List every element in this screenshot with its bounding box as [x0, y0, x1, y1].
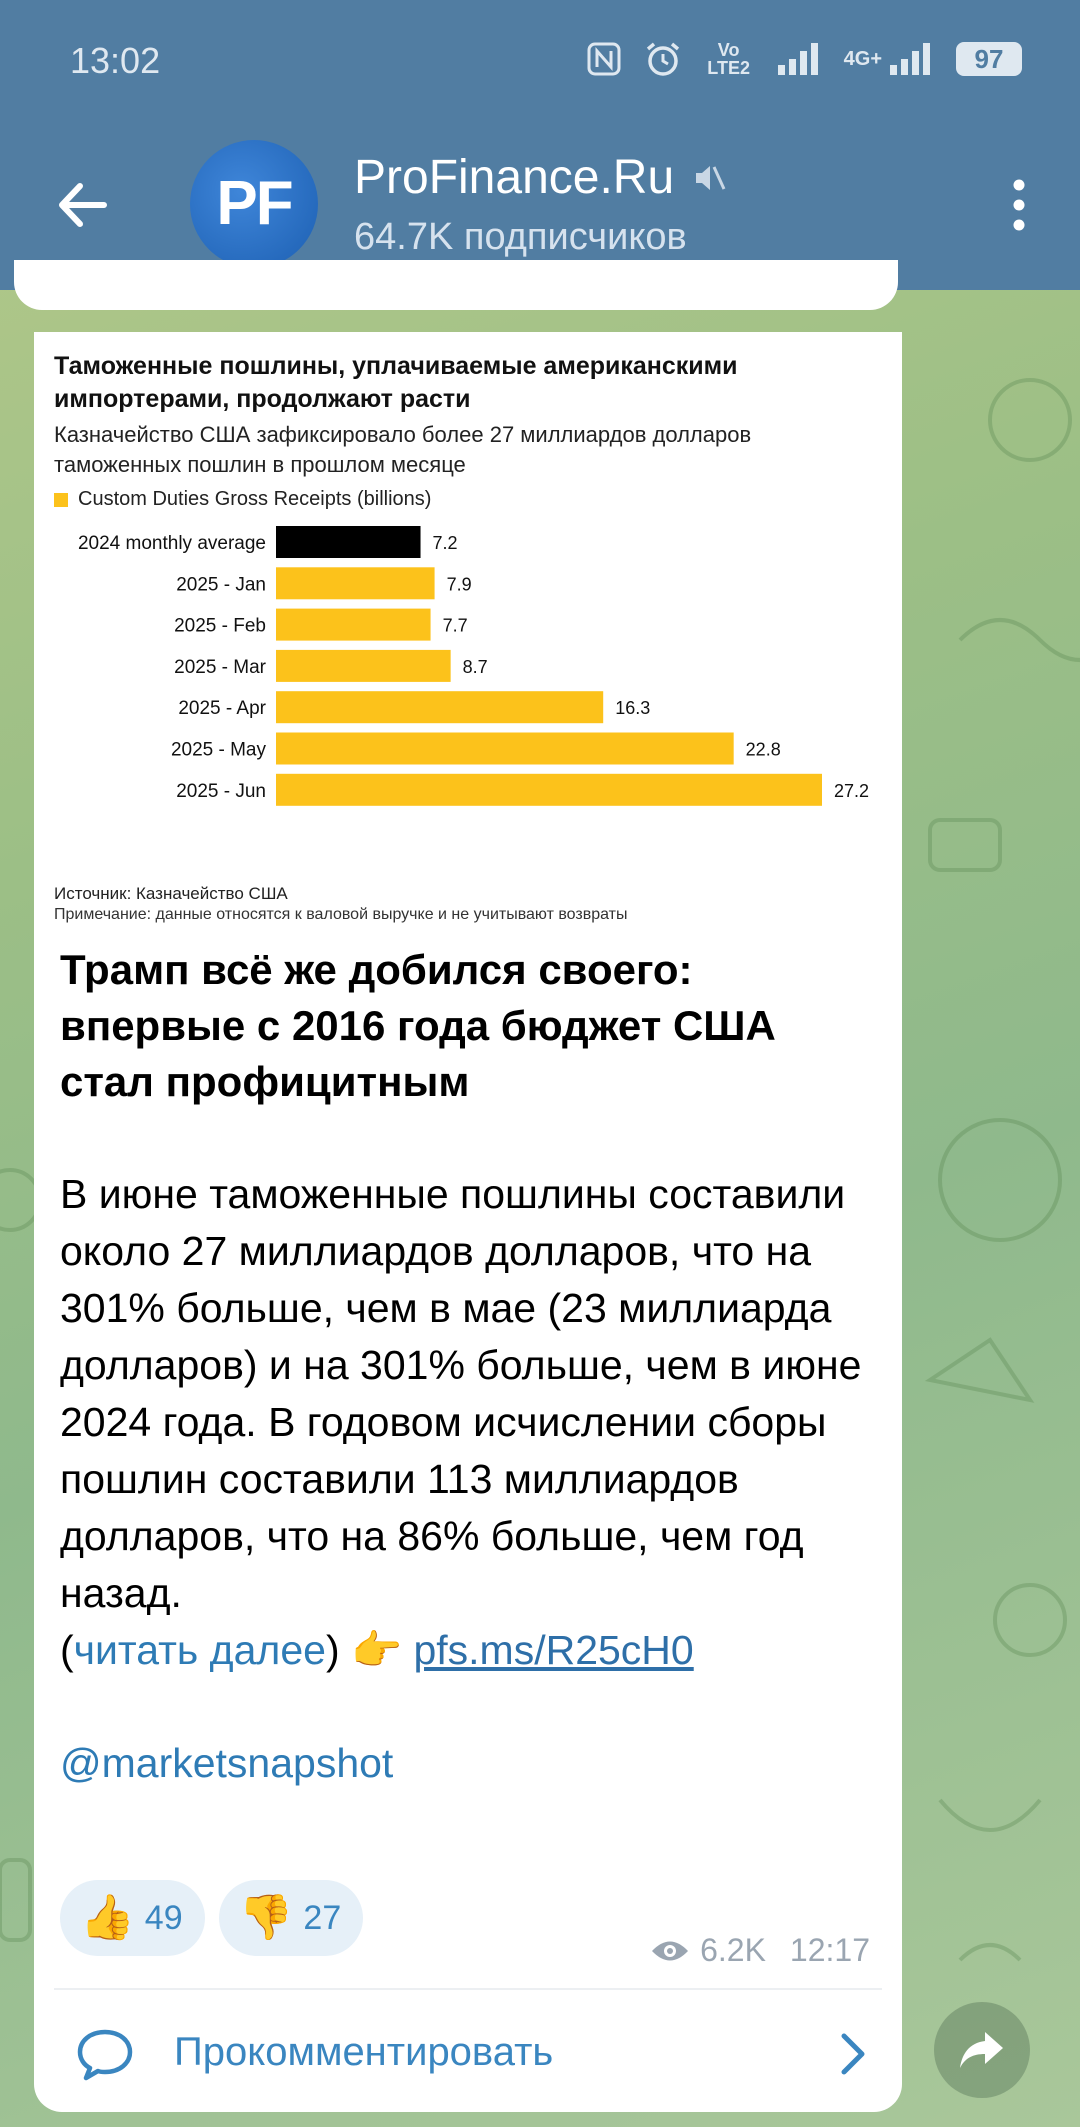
article-link[interactable]: pfs.ms/R25cH0 — [413, 1627, 694, 1673]
thumbs-up-icon: 👍 — [80, 1893, 135, 1942]
reaction-thumbs-down[interactable] — [219, 1880, 364, 1956]
back-button[interactable] — [50, 170, 120, 240]
eye-icon — [650, 1936, 690, 1966]
category-label: 2025 - Mar — [174, 656, 266, 678]
chart-source: Источник: Казначейство США — [54, 884, 288, 903]
category-label: 2024 monthly average — [77, 533, 266, 554]
comment-label: Прокомментировать — [174, 2030, 554, 2074]
category-label: 2025 - Apr — [178, 698, 266, 720]
chart-subtitle: Казначейство США зафиксировало более 27 миллиардов долларов таможенных пошлин в прошлом месяце — [54, 422, 752, 477]
channel-name: ProFinance.Ru — [354, 151, 675, 204]
legend-swatch — [54, 493, 68, 507]
volte-label: Vo LTE2 — [707, 40, 750, 78]
chat-header — [0, 0, 1080, 290]
comment-button[interactable] — [34, 1992, 902, 2112]
reaction-thumbs-up[interactable] — [60, 1880, 205, 1956]
category-label: 2025 - Feb — [174, 615, 266, 637]
chevron-right-icon — [838, 2032, 868, 2076]
signal-icon-2 — [888, 41, 934, 77]
bar — [276, 567, 435, 599]
thumbs-down-icon: 👎 — [238, 1893, 294, 1942]
category-label: 2025 - Jun — [176, 780, 266, 802]
status-bar — [0, 0, 1080, 120]
message-text — [60, 942, 880, 1792]
message-headline: Трамп всё же добился своего: впервые с 2016 года бюджет США стал профицитным — [60, 946, 776, 1105]
bar-chart — [34, 512, 902, 802]
share-arrow-icon — [957, 2028, 1007, 2072]
nfc-icon — [586, 41, 622, 77]
value-label: 16.3 — [615, 698, 651, 719]
channel-avatar[interactable]: PF — [190, 140, 318, 268]
category-label: 2025 - Jan — [176, 574, 266, 596]
value-label: 7.9 — [446, 574, 472, 595]
bar — [276, 691, 603, 723]
legend-label: Custom Duties Gross Receipts (billions) — [78, 488, 432, 510]
status-time: 13:02 — [70, 40, 161, 81]
reaction-count: 49 — [144, 1898, 183, 1937]
message-body: В июне таможенные пошлины составили около 27 миллиардов долларов, что на 301% больше, чем в мае (23 миллиарда долларов) и на 301% больше, чем в июне 2024 года. В годовом исчислении сборы пошлин составили 113 миллиардов долларов, что на 86% больше, чем год назад. — [60, 1171, 862, 1616]
value-label: 22.8 — [745, 739, 781, 760]
message-bubble — [34, 332, 902, 2112]
reactions-bar — [60, 1880, 363, 1956]
channel-title[interactable] — [354, 150, 726, 205]
reaction-count: 27 — [303, 1898, 342, 1937]
category-label: 2025 - May — [170, 739, 266, 761]
share-button[interactable] — [934, 2002, 1030, 2098]
bar — [276, 609, 431, 641]
message-meta — [650, 1932, 870, 1969]
chart-legend — [54, 488, 431, 511]
chart-image[interactable] — [34, 332, 902, 923]
message-time: 12:17 — [789, 1932, 870, 1968]
bar — [276, 774, 822, 806]
subscriber-count: 64.7K подписчиков — [354, 216, 687, 258]
arrow-left-icon — [50, 170, 120, 240]
more-vertical-icon — [1004, 175, 1034, 235]
battery-indicator: 97 — [956, 42, 1022, 76]
paren-open: ( — [60, 1627, 74, 1673]
value-label: 8.7 — [462, 656, 488, 677]
signal-icon — [776, 41, 822, 77]
previous-message-bubble — [14, 260, 898, 310]
pointing-hand-icon: 👉 — [351, 1627, 403, 1673]
read-more-line — [60, 1622, 880, 1679]
muted-icon — [692, 161, 726, 195]
mention-link[interactable]: @marketsnapshot — [60, 1740, 394, 1786]
value-label: 27.2 — [834, 780, 870, 801]
value-label: 7.7 — [442, 615, 468, 636]
network-type: 4G+ — [843, 47, 882, 70]
view-count: 6.2K — [700, 1932, 766, 1968]
bar — [276, 526, 421, 558]
read-more-link[interactable]: читать далее — [73, 1627, 326, 1673]
paren-close: ) — [325, 1627, 340, 1673]
bar — [276, 733, 734, 765]
value-label: 7.2 — [432, 533, 458, 553]
alarm-icon — [644, 40, 682, 78]
chart-title: Таможенные пошлины, уплачиваемые американскими импортерами, продолжают расти — [54, 352, 738, 413]
status-icons — [586, 40, 1022, 78]
more-menu-button[interactable] — [1004, 175, 1034, 235]
comment-bubble-icon — [76, 2028, 134, 2082]
chart-note: Примечание: данные относятся к валовой выручке и не учитывают возвраты — [54, 906, 628, 923]
divider — [54, 1988, 882, 1990]
bar — [276, 650, 451, 682]
